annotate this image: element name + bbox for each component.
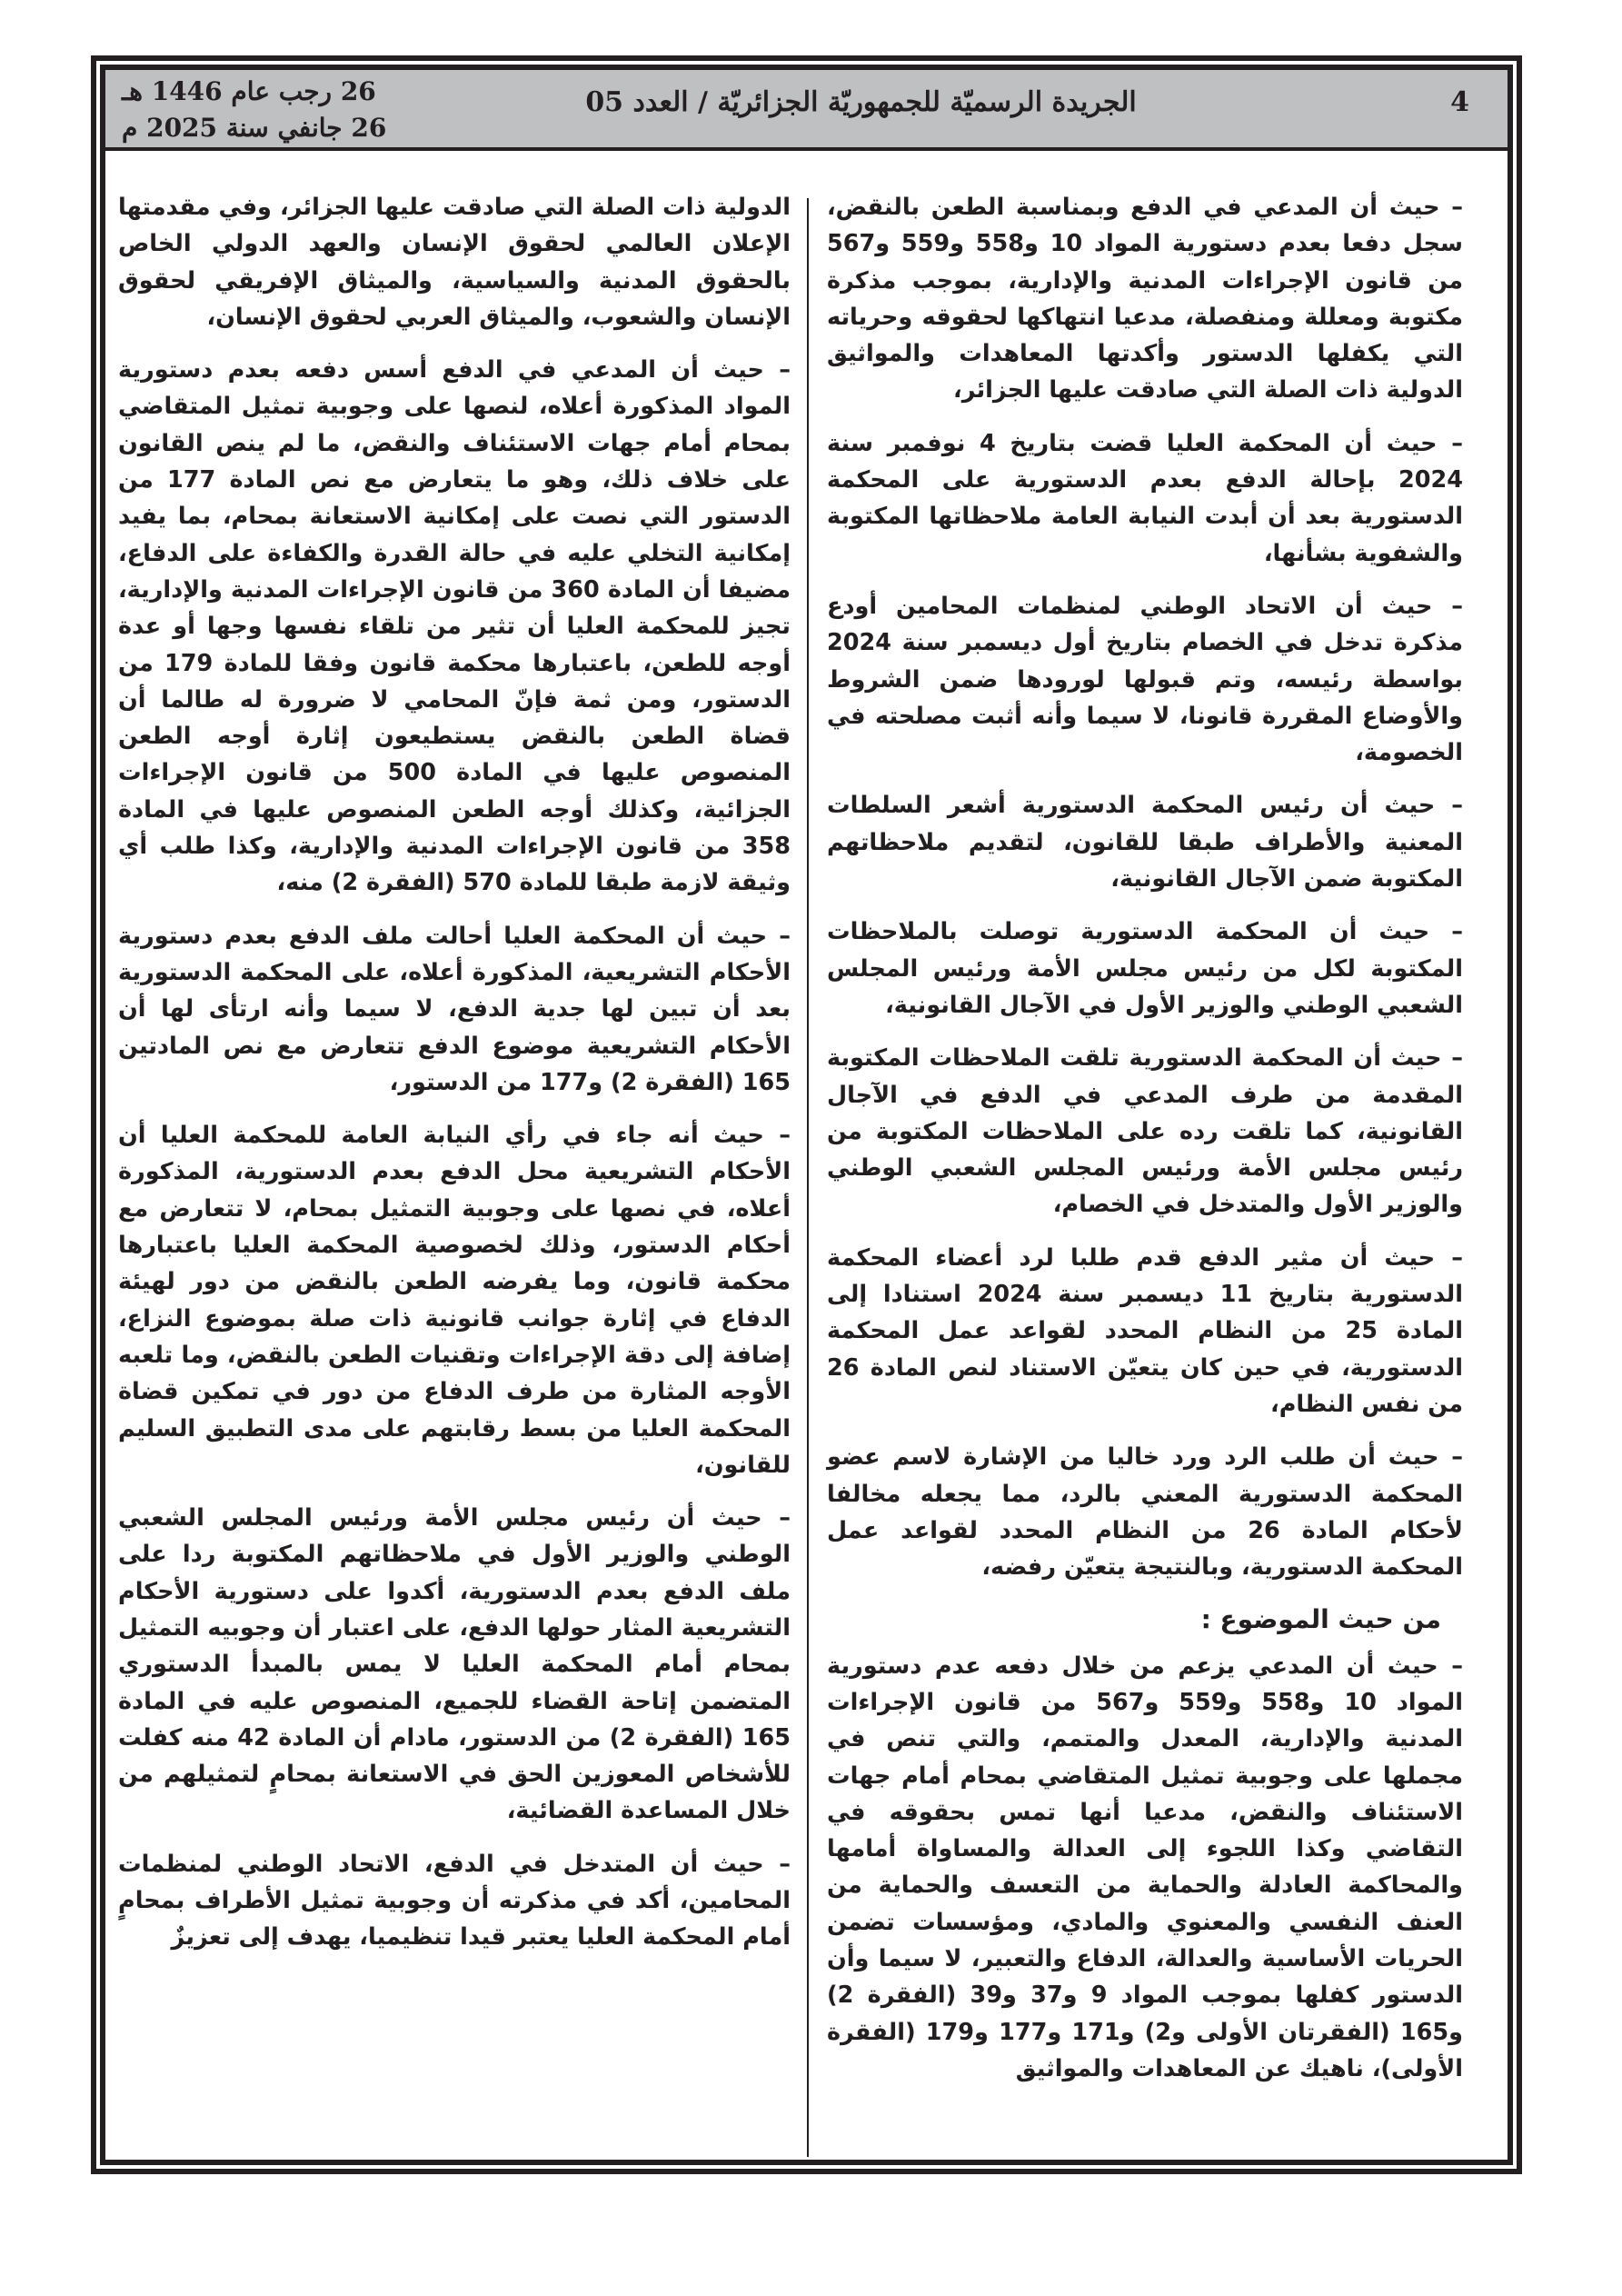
date-hijri: 26 رجب عام 1446 هـ	[122, 76, 376, 106]
paragraph: – حيث أن مثير الدفع قدم طلبا لرد أعضاء المحكمة الدستورية بتاريخ 11 ديسمبر سنة 2024 استنادا إلى المادة 25 من النظام المحدد لقواعد عمل المحكمة الدستورية، في حين كان يتعيّن الاستناد لنص المادة 26 من نفس النظام،	[827, 1243, 1463, 1418]
page-header	[105, 70, 1508, 151]
paragraph: – حيث أن المحكمة العليا أحالت ملف الدفع بعدم دستورية الأحكام التشريعية، المذكورة أعلاه، على المحكمة الدستورية بعد أن تبين لها جدية الدفع، لا سيما وأنه ارتأى لها أن الأحكام التشريعية موضوع الدفع تتعارض مع نص المادتين 165 (الفقرة 2) و177 من الدستور،	[118, 922, 791, 1096]
paragraph: – حيث أن المحكمة الدستورية تلقت الملاحظات المكتوبة المقدمة من طرف المدعي في الدفع في الآجال القانونية، كما تلقت رده على الملاحظات المكتوبة من رئيس مجلس الأمة ورئيس المجلس الشعبي الوطني والوزير الأول والمتدخل في الخصام،	[827, 1044, 1463, 1219]
paragraph: – حيث أن المدعي في الدفع وبمناسبة الطعن بالنقض، سجل دفعا بعدم دستورية المواد 10 و558 و559 و567 من قانون الإجراءات المدنية والإدارية، بموجب مذكرة مكتوبة ومعللة ومنفصلة، مدعيا انتهاكها لحقوقه وحرياته التي يكفلها الدستور وأكدتها المعاهدات والمواثيق الدولية ذات الصلة التي صادقت عليها الجزائر،	[827, 194, 1464, 404]
paragraph: – حيث أنه جاء في رأي النيابة العامة للمحكمة العليا أن الأحكام التشريعية محل الدفع بعدم الدستورية، المذكورة أعلاه، في نصها على وجوبية التمثيل بمحام، لا تتعارض مع أحكام الدستور، وذلك لخصوصية المحكمة العليا باعتبارها محكمة قانون، وما يفرضه الطعن بالنقض من دور لهيئة الدفاع في إثارة جوانب قانونية ذات صلة بموضوع النزاع، إضافة إلى دقة الإجراءات وتقنيات الطعن بالنقض، وما تلعبه الأوجه المثارة من طرف الدفاع من دور في تمكين قضاة المحكمة العليا من بسط رقابتهم على مدى التطبيق السليم للقانون،	[118, 1122, 791, 1479]
paragraph: – حيث أن المدعي يزعم من خلال دفعه عدم دستورية المواد 10 و558 و559 و567 من قانون الإجراءات المدنية والإدارية، المعدل والمتمم، والتي تنص في مجملها على وجوبية تمثيل المتقاضي بمحام أمام جهات الاستئناف والنقض، مدعيا أنها تمس بحقوقه في التقاضي وكذا اللجوء إلى العدالة والمساواة أمامها والمحاكمة العادلة والحماية من التعسف والحماية من العنف النفسي والمعنوي والمادي، ومؤسسات تضمن الحريات الأساسية والعدالة، الدفاع والتعبير، لا سيما وأن الدستور كفلها بموجب المواد 9 و37 و39 (الفقرة 2) و165 (الفقرتان الأولى و2) و171 و177 و179 (الفقرة الأولى)، ناهيك عن المعاهدات والمواثيق	[827, 1652, 1464, 2082]
left-column	[118, 189, 791, 1972]
paragraph: – حيث أن المحكمة الدستورية توصلت بالملاحظات المكتوبة لكل من رئيس مجلس الأمة ورئيس المجلس الشعبي الوطني والوزير الأول في الآجال القانونية،	[827, 918, 1463, 1019]
date-gregorian: 26 جانفي سنة 2025 م	[122, 113, 387, 143]
paragraph: – حيث أن رئيس المحكمة الدستورية أشعر السلطات المعنية والأطراف طبقا للقانون، لتقديم ملاحظاتهم المكتوبة ضمن الآجال القانونية،	[827, 792, 1463, 893]
gazette-title: الجريدة الرسميّة للجمهوريّة الجزائريّة / العدد 05	[585, 86, 1137, 118]
page-number: 4	[1450, 86, 1469, 118]
paragraph: – حيث أن المدعي في الدفع أسس دفعه بعدم دستورية المواد المذكورة أعلاه، لنصها على وجوبية تمثيل المتقاضي بمحام أمام جهات الاستئناف والنقض، ما لم ينص القانون على خلاف ذلك، وهو ما يتعارض مع نص المادة 177 من الدستور التي نصت على إمكانية الاستعانة بمحام، بما يفيد إمكانية التخلي عليه في حالة القدرة والكفاءة على الدفاع، مضيفا أن المادة 360 من قانون الإجراءات المدنية والإدارية، تجيز للمحكمة العليا أن تثير من تلقاء نفسها وجها أو عدة أوجه للطعن، باعتبارها محكمة قانون وفقا للمادة 179 من الدستور، ومن ثمة فإنّ المحامي لا ضرورة له طالما أن قضاة الطعن بالنقض يستطيعون إثارة أوجه الطعن المنصوص عليها في المادة 500 من قانون الإجراءات الجزائية، وكذلك أوجه الطعن المنصوص عليها في المادة 358 من قانون الإجراءات المدنية والإدارية، وكذا طلب أي وثيقة لازمة طبقا للمادة 570 (الفقرة 2) منه،	[118, 356, 791, 897]
right-column	[827, 189, 1463, 2103]
paragraph: – حيث أن المتدخل في الدفع، الاتحاد الوطني لمنظمات المحامين، أكد في مذكرته أن وجوبية تمثيل الأطراف بمحامٍ أمام المحكمة العليا يعتبر قيدا تنظيميا، يهدف إلى تعزيزٌ	[118, 1850, 791, 1952]
paragraph: الدولية ذات الصلة التي صادقت عليها الجزائر، وفي مقدمتها الإعلان العالمي لحقوق الإنسان والعهد الدولي الخاص بالحقوق المدنية والسياسية، والميثاق الإفريقي لحقوق الإنسان والشعوب، والميثاق العربي لحقوق الإنسان،	[118, 194, 791, 331]
paragraph: – حيث أن المحكمة العليا قضت بتاريخ 4 نوفمبر سنة 2024 بإحالة الدفع بعدم الدستورية على المحكمة الدستورية بعد أن أبدت النيابة العامة ملاحظاتها المكتوبة والشفوية بشأنها،	[827, 429, 1463, 567]
issue-date	[122, 74, 386, 146]
paragraph: – حيث أن طلب الرد ورد خاليا من الإشارة لاسم عضو المحكمة الدستورية المعني بالرد، مما يجعله مخالفا لأحكام المادة 26 من النظام المحدد لقواعد عمل المحكمة الدستورية، وبالنتيجة يتعيّن رفضه،	[827, 1443, 1463, 1582]
section-heading: من حيث الموضوع :	[1200, 1604, 1441, 1635]
paragraph: – حيث أن رئيس مجلس الأمة ورئيس المجلس الشعبي الوطني والوزير الأول في ملاحظاتهم المكتوبة ردا على ملف الدفع بعدم الدستورية، أكدوا على دستورية الأحكام التشريعية المثار حولها الدفع، على اعتبار أن وجوبيه التمثيل بمحام أمام المحكمة العليا لا يمس بالمبدأ الدستوري المتضمن إتاحة القضاء للجميع، المنصوص عليه في المادة 165 (الفقرة 2) من الدستور، مادام أن المادة 42 منه كفلت للأشخاص المعوزين الحق في الاستعانة بمحامٍ لتمثيلهم من خلال المساعدة القضائية،	[118, 1504, 791, 1825]
paragraph: – حيث أن الاتحاد الوطني لمنظمات المحامين أودع مذكرة تدخل في الخصام بتاريخ أول ديسمبر سنة 2024 بواسطة رئيسه، وتم قبولها لورودها ضمن الشروط والأوضاع المقررة قانونا، لا سيما وأنه أثبت مصلحته في الخصومة،	[827, 592, 1463, 767]
column-divider	[807, 198, 809, 2157]
